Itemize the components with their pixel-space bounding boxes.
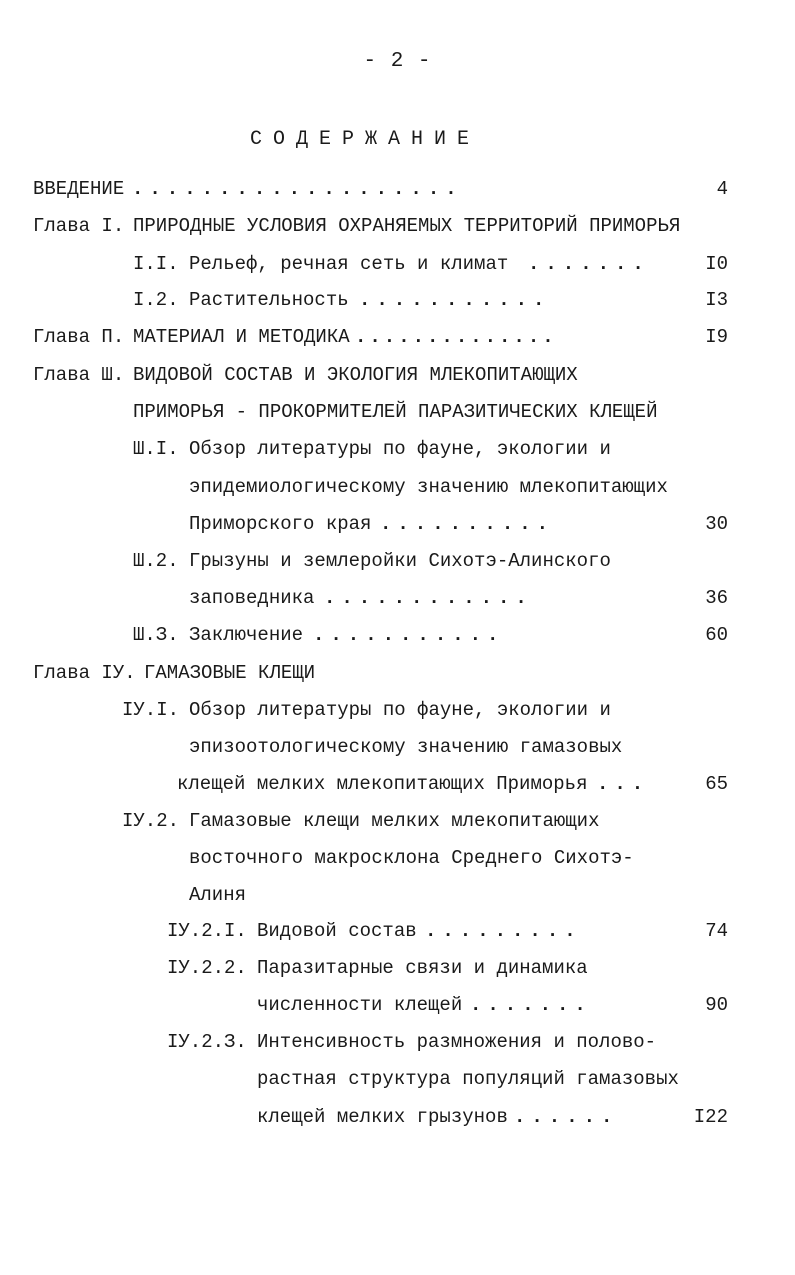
toc-page-number: 60 (705, 624, 728, 646)
toc-page-number: 36 (705, 587, 728, 609)
toc-entry-text: численности клещей (257, 994, 463, 1016)
toc-leader-dots: ...... (514, 1106, 619, 1128)
toc-page-number: 90 (705, 994, 728, 1016)
toc-page-number: 30 (705, 513, 728, 535)
toc-leader-dots: ........... (359, 289, 551, 311)
toc-entry-text: ГАМАЗОВЫЕ КЛЕЩИ (144, 662, 316, 684)
toc-entry-text: Обзор литературы по фауне, экологии и (189, 438, 611, 460)
toc-leader-dots: ............ (324, 587, 533, 609)
toc-entry-text: ВИДОВОЙ СОСТАВ И ЭКОЛОГИЯ МЛЕКОПИТАЮЩИХ (133, 364, 578, 386)
toc-page-number: 4 (716, 178, 728, 200)
toc-entry-label: Глава IУ. (33, 662, 136, 684)
toc-entry-text: ПРИРОДНЫЕ УСЛОВИЯ ОХРАНЯЕМЫХ ТЕРРИТОРИЙ ПРИМОРЬЯ (133, 215, 681, 237)
toc-entry-label: I.2. (133, 289, 179, 311)
toc-entry-label: Глава I. (33, 215, 125, 237)
toc-page-number: I9 (705, 326, 728, 348)
toc-leader-dots: ........... (313, 624, 505, 646)
toc-entry-text: Растительность (189, 289, 349, 311)
toc-leader-dots: .............. (355, 326, 557, 348)
toc-leader-dots: ....... (528, 253, 650, 275)
toc-leader-dots: .......... (380, 513, 555, 535)
toc-entry-text: заповедника (189, 587, 315, 609)
toc-page-number: I0 (705, 253, 728, 275)
toc-entry-label: Ш.З. (133, 624, 179, 646)
page-number: - 2 - (363, 50, 432, 73)
toc-page-number: 74 (705, 920, 728, 942)
toc-entry-label: IУ.2. (122, 810, 180, 832)
toc-entry-label: Глава Ш. (33, 364, 125, 386)
toc-entry-label: IУ.2.З. (167, 1031, 247, 1053)
toc-entry-label: IУ.2.2. (167, 957, 247, 979)
toc-entry-text: Алиня (189, 884, 247, 906)
toc-entry-text: клещей мелких млекопитающих Приморья (177, 773, 588, 795)
toc-page-number: I3 (705, 289, 728, 311)
toc-entry-text: Паразитарные связи и динамика (257, 957, 588, 979)
toc-entry-text: растная структура популяций гамазовых (257, 1068, 679, 1090)
toc-entry-label: IУ.2.I. (167, 920, 247, 942)
toc-entry-text: ВВЕДЕНИЕ (33, 178, 125, 200)
toc-entry-text: эпизоотологическому значению гамазовых (189, 736, 623, 758)
toc-entry-label: Ш.2. (133, 550, 179, 572)
toc-entry-label: I.I. (133, 253, 179, 275)
toc-leader-dots: ....... (470, 994, 592, 1016)
toc-entry-label: Глава П. (33, 326, 125, 348)
toc-entry-text: восточного макросклона Среднего Сихотэ- (189, 847, 634, 869)
toc-entry-label: IУ.I. (122, 699, 180, 721)
toc-entry-text: Грызуны и землеройки Сихотэ-Алинского (189, 550, 611, 572)
toc-entry-text: Рельеф, речная сеть и климат (189, 253, 509, 275)
toc-entry-text: эпидемиологическому значению млекопитающих (189, 476, 668, 498)
toc-leader-dots: ................... (132, 178, 463, 200)
toc-entry-text: клещей мелких грызунов (257, 1106, 508, 1128)
toc-entry-text: Приморского края (189, 513, 372, 535)
toc-entry-text: Гамазовые клещи мелких млекопитающих (189, 810, 600, 832)
toc-entry-text: МАТЕРИАЛ И МЕТОДИКА (133, 326, 350, 348)
toc-entry-text: ПРИМОРЬЯ - ПРОКОРМИТЕЛЕЙ ПАРАЗИТИЧЕСКИХ КЛЕЩЕЙ (133, 401, 658, 423)
page-title: СОДЕРЖАНИЕ (249, 128, 481, 151)
toc-entry-text: Видовой состав (257, 920, 417, 942)
toc-leader-dots: ......... (425, 920, 582, 942)
toc-leader-dots: ... (597, 773, 650, 795)
toc-entry-text: Заключение (189, 624, 304, 646)
toc-page-number: I22 (693, 1106, 728, 1128)
toc-entry-text: Интенсивность размножения и полово- (257, 1031, 657, 1053)
toc-entry-label: Ш.I. (133, 438, 179, 460)
toc-entry-text: Обзор литературы по фауне, экологии и (189, 699, 611, 721)
toc-page-number: 65 (705, 773, 728, 795)
